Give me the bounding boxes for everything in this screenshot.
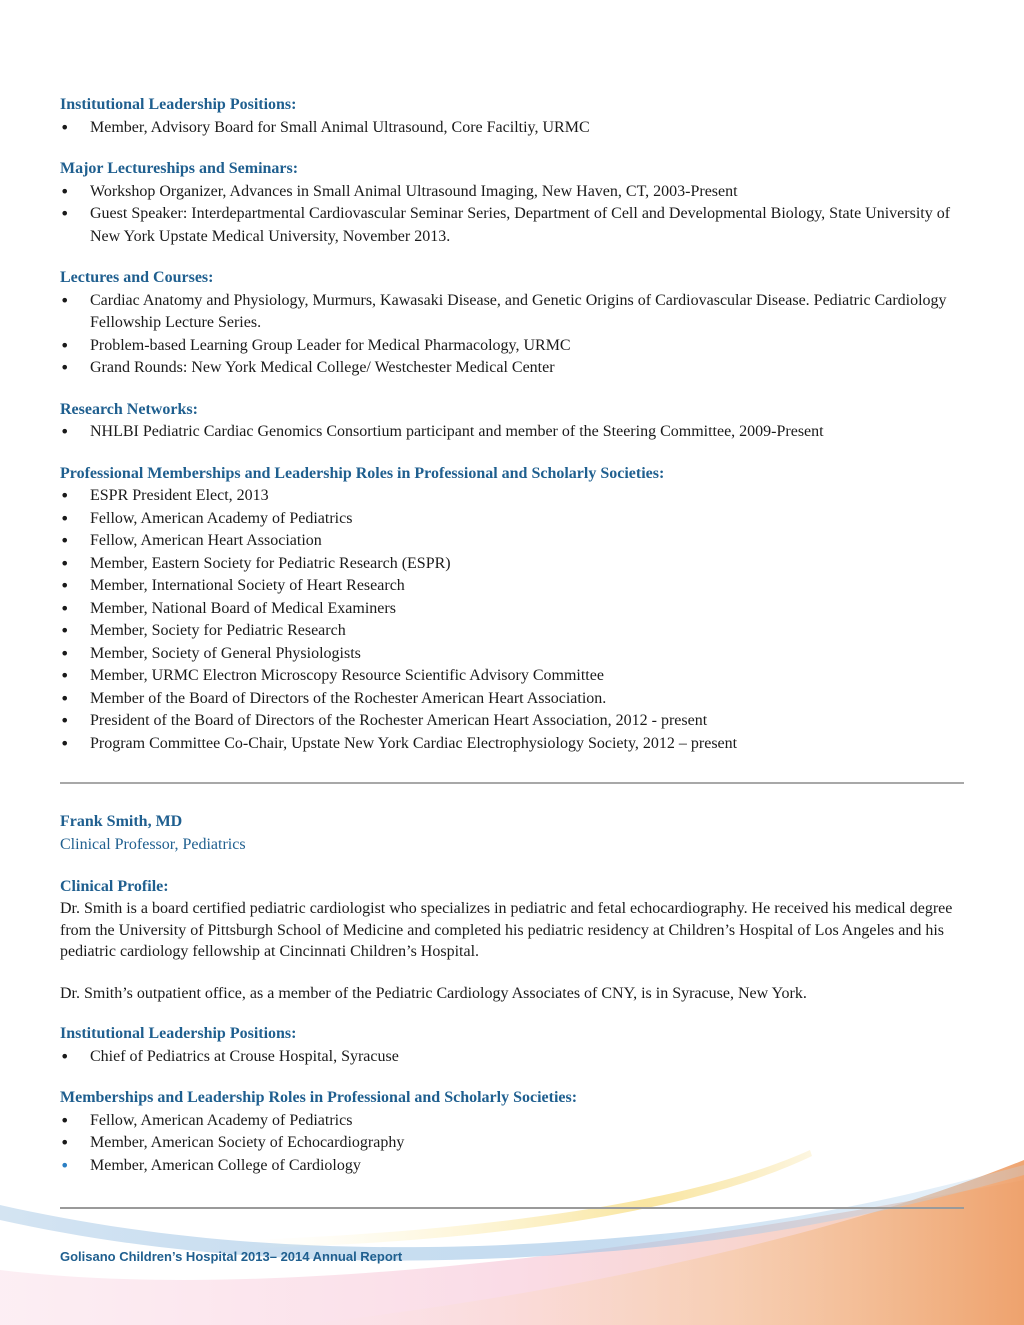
list-item: • Fellow, American Heart Association [60, 530, 965, 553]
list-item: • Member of the Board of Directors of the Rochester American Heart Association. [60, 688, 965, 711]
section-heading: Lectures and Courses: [60, 269, 214, 286]
section-heading: Major Lectureships and Seminars: [60, 160, 299, 177]
list-item: • Member, Society for Pediatric Research [60, 620, 965, 643]
list-item: • Member, Eastern Society for Pediatric Research (ESPR) [60, 553, 965, 576]
footer-divider [60, 1207, 964, 1209]
person-name: Frank Smith, MD [60, 813, 183, 830]
list-item: • Member, American College of Cardiology [60, 1155, 965, 1178]
list-item: • Grand Rounds: New York Medical College/ Westchester Medical Center [60, 357, 965, 380]
list-item: • ESPR President Elect, 2013 [60, 485, 965, 508]
lectureships-list [60, 181, 965, 249]
list-item: • Fellow, American Academy of Pediatrics [60, 1110, 965, 1133]
institutional-section [60, 94, 965, 139]
list-item: • Member, International Society of Heart Research [60, 575, 965, 598]
list-item: • NHLBI Pediatric Cardiac Genomics Consortium participant and member of the Steering Committee, 2009-Present [60, 421, 965, 444]
lectureships-section [60, 158, 965, 248]
footer-title: Golisano Children’s Hospital 2013– 2014 Annual Report [60, 1249, 403, 1264]
section-heading: Memberships and Leadership Roles in Professional and Scholarly Societies: [60, 1089, 578, 1106]
list-item: • Workshop Organizer, Advances in Small Animal Ultrasound Imaging, New Haven, CT, 2003-Present [60, 181, 965, 204]
person-position: Clinical Professor, Pediatrics [60, 835, 246, 853]
person-institutional-list [60, 1046, 965, 1069]
section-heading: Research Networks: [60, 400, 198, 418]
list-item: • Member, URMC Electron Microscopy Resource Scientific Advisory Committee [60, 665, 965, 688]
lectures-section [60, 267, 965, 380]
section-heading: Institutional Leadership Positions: [60, 96, 297, 113]
main-content [60, 94, 965, 774]
profile-paragraph: Dr. Smith’s outpatient office, as a member of the Pediatric Cardiology Associates of CNY, is in Syracuse, New York. [60, 984, 807, 1002]
list-item: • Chief of Pediatrics at Crouse Hospital, Syracuse [60, 1046, 965, 1069]
list-item: • Program Committee Co-Chair, Upstate New York Cardiac Electrophysiology Society, 2012 – present [60, 733, 965, 756]
list-item: • Problem-based Learning Group Leader for Medical Pharmacology, URMC [60, 335, 965, 358]
section-divider [60, 782, 964, 784]
section-heading: Professional Memberships and Leadership Roles in Professional and Scholarly Societies: [60, 464, 665, 482]
list-item: • Fellow, American Academy of Pediatrics [60, 508, 965, 531]
section-heading: Institutional Leadership Positions: [60, 1025, 297, 1042]
person-memberships-list [60, 1110, 965, 1178]
research-section [60, 399, 965, 444]
section-heading: Clinical Profile: [60, 877, 169, 895]
list-item: • Guest Speaker: Interdepartmental Cardiovascular Seminar Series, Department of Cell and Developmental Biology, State University of New York Upstate Medical University, November 2013. [60, 203, 965, 248]
profile-paragraph: Dr. Smith is a board certified pediatric cardiologist who specializes in pediatric and fetal echocardiography. He received his medical degree from the University of Pittsburgh School of Medicine and completed his pediatric residency at Children’s Hospital of Los Angeles and his pediatric cardiology fellowship at Cincinnati Children’s Hospital. [60, 900, 953, 960]
list-item: • Member, American Society of Echocardiography [60, 1132, 965, 1155]
memberships-list [60, 485, 965, 755]
list-item: • Cardiac Anatomy and Physiology, Murmurs, Kawasaki Disease, and Genetic Origins of Cardiovascular Disease. Pediatric Cardiology Fellowship Lecture Series. [60, 290, 965, 335]
list-item: • President of the Board of Directors of the Rochester American Heart Association, 2012 - present [60, 710, 965, 733]
memberships-section [60, 463, 965, 756]
list-item: • Member, National Board of Medical Examiners [60, 598, 965, 621]
institutional-list [60, 117, 965, 140]
person-profile [60, 811, 965, 1177]
list-item: • Member, Society of General Physiologists [60, 643, 965, 666]
list-item: • Member, Advisory Board for Small Animal Ultrasound, Core Faciltiy, URMC [60, 117, 965, 140]
research-list [60, 421, 965, 444]
lectures-list [60, 290, 965, 380]
